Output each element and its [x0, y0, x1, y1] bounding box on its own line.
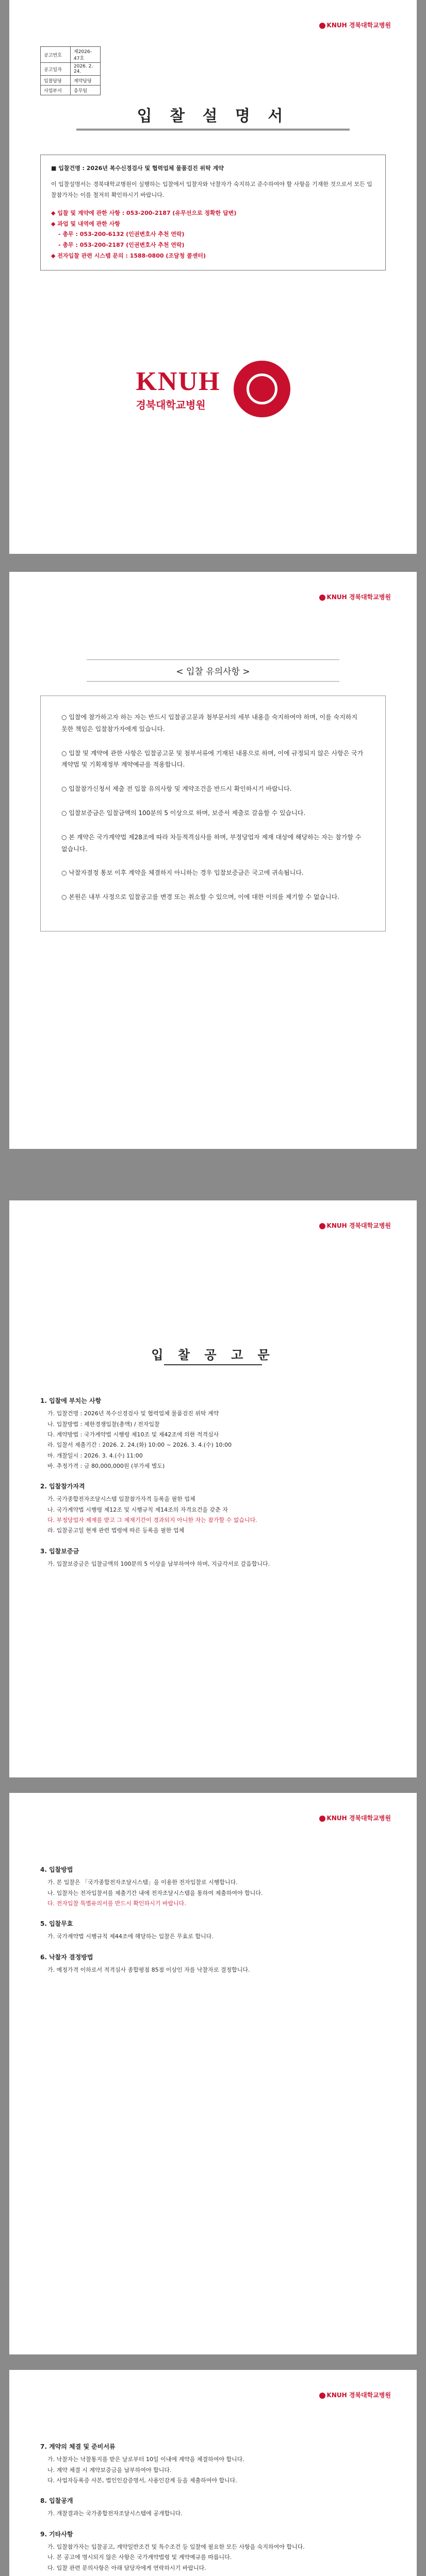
caution-item: ○ 본 계약은 국가계약법 제28조에 따라 차등적격심사를 하며, 부정당업자 제재 대상에 해당하는 자는 참가할 수 없습니다. [61, 833, 362, 853]
header-logo: KNUH 경북대학교병원 [319, 1221, 391, 1230]
hospital-emblem-icon [234, 361, 290, 417]
page-4 [9, 1793, 417, 2354]
header-logo: KNUH 경북대학교병원 [319, 21, 391, 29]
title-divider [164, 1364, 262, 1365]
caution-box [40, 696, 386, 931]
hospital-logo-icon [319, 595, 325, 601]
caution-item: ○ 입찰 및 계약에 관한 사항은 입찰공고문 및 첨부서류에 기재된 내용으로 하며, 이에 규정되지 않은 사항은 국가계약법 및 기획재정부 계약예규를 적용합니다. [61, 749, 364, 769]
document-title: 입 찰 설 명 서 [137, 107, 289, 125]
caution-title: < 입찰 유의사항 > [87, 659, 339, 682]
hospital-logo-icon [319, 1816, 325, 1822]
header-logo: KNUH 경북대학교병원 [319, 1814, 391, 1822]
caution-item: ○ 입찰보증금은 입찰금액의 100분의 5 이상으로 하며, 보증서 제출로 갈음할 수 있습니다. [61, 809, 306, 817]
notice-title: 입 찰 공 고 문 [151, 1348, 275, 1362]
hospital-logo-icon [319, 1223, 325, 1229]
approval-table: 공고번호 제2026-47호 공고일자 2026. 2. 24. 입찰담당 계약담당 사업부서 총무팀 [40, 46, 101, 95]
hospital-logo-large: KNUH 경북대학교병원 [9, 361, 417, 417]
header-logo: KNUH 경북대학교병원 [319, 592, 391, 601]
caution-item: ○ 낙찰자결정 통보 이후 계약을 체결하지 아니하는 경우 입찰보증금은 국고에 귀속됩니다. [61, 869, 304, 877]
page-5 [9, 2370, 417, 2576]
notice-content: 4. 입찰방법 가. 본 입찰은 「국가종합전자조달시스템」을 이용한 전자입찰로 시행합니다. 나. 입찰자는 전자입찰서를 제출기간 내에 전자조달시스템을 통하여 제출하여야 합니다. 다. 전자입찰 특별유의서를 반드시 확인하시기 바랍니다. 5. 입찰무효 가. 국가계약법 시행규칙 제44조에 해당하는 입찰은 무효로 합니다. 6. 낙찰자 결정방법 가. 예정가격 이하로서 적격심사 종합평점 85점 이상인 자를 낙찰자로 결정합니다. [40, 1866, 263, 1973]
hospital-logo-icon [319, 23, 325, 29]
header-logo: KNUH 경북대학교병원 [319, 2391, 391, 2399]
page-3 [9, 1200, 417, 1777]
title-divider [76, 129, 350, 130]
hospital-logo-icon [319, 2393, 325, 2399]
summary-box: ■ 입찰건명 : 2026년 복수신경검사 및 협력업체 물품검진 위탁 계약 이 입찰설명서는 경북대학교병원이 실행하는 입찰에서 입찰자와 낙찰자가 숙지하고 준수하여야 할 사항을 기재한 것으로서 모든 입찰참가자는 이를 철저히 확인하시기 바랍니다. ◆ 입찰 및 계약에 관한 사항 : 053-200-2187 (유무선으로 정확한 답변) ◆ 과업 및 내역에 관한 사항 - 총무 : 053-200-6132 (인권변호사 추천 연락) - 총무 : 053-200-2187 (인권변호사 추천 연락) ◆ 전자입찰 관련 시스템 문의 : 1588-0800 (조달청 콜센터) [40, 155, 386, 270]
page-1 [9, 0, 417, 554]
caution-item: ○ 입찰에 참가하고자 하는 자는 반드시 입찰공고문과 첨부문서의 세부 내용을 숙지하여야 하며, 이를 숙지하지 못한 책임은 입찰참가자에게 있습니다. [61, 714, 357, 733]
notice-content: 1. 입찰에 부치는 사항 가. 입찰건명 : 2026년 복수신경검사 및 협력업체 물품검진 위탁 계약 나. 입찰방법 : 제한경쟁입찰(총액) / 전자입찰 다. 계약방법 : 국가계약법 시행령 제10조 및 제42조에 의한 적격심사 라. 입찰서 제출기간 : 2026. 2. 24.(화) 10:00 ~ 2026. 3. 4.(수) 10:00 마. 개찰일시 : 2026. 3. 4.(수) 11:00 바. 추정가격 : 금 80,000,000원 (부가세 별도) 2. 입찰참가자격 가. 국가종합전자조달시스템 입찰참가자격 등록을 필한 업체 나. 국가계약법 시행령 제12조 및 시행규칙 제14조의 자격요건을 갖춘 자 다. 부정당업자 제재를 받고 그 제재기간이 경과되지 아니한 자는 참가할 수 없습니다. 라. 입찰공고일 현재 관련 법령에 따른 등록을 필한 업체 3. 입찰보증금 가. 입찰보증금은 입찰금액의 100분의 5 이상을 납부하여야 하며, 지급각서로 갈음합니다. [40, 1397, 270, 1567]
page-2 [9, 572, 417, 1149]
caution-item: ○ 본원은 내부 사정으로 입찰공고를 변경 또는 취소할 수 있으며, 이에 대한 이의를 제기할 수 없습니다. [61, 893, 339, 901]
notice-content: 7. 계약의 체결 및 준비서류 가. 낙찰자는 낙찰통지를 받은 날로부터 10일 이내에 계약을 체결하여야 합니다. 나. 계약 체결 시 계약보증금을 납부하여야 합니다. 다. 사업자등록증 사본, 법인인감증명서, 사용인감계 등을 제출하여야 합니다. 8. 입찰공개 가. 개찰결과는 국가종합전자조달시스템에 공개합니다. 9. 기타사항 가. 입찰참가자는 입찰공고, 계약일반조건 및 특수조건 등 입찰에 필요한 모든 사항을 숙지하여야 합니다. 나. 본 공고에 명시되지 않은 사항은 국가계약법령 및 계약예규를 따릅니다. 다. 입찰 관련 문의사항은 아래 담당자에게 연락하시기 바랍니다. [40, 2443, 305, 2571]
caution-item: ○ 입찰참가신청서 제출 전 입찰 유의사항 및 계약조건을 반드시 확인하시기 바랍니다. [61, 785, 292, 793]
